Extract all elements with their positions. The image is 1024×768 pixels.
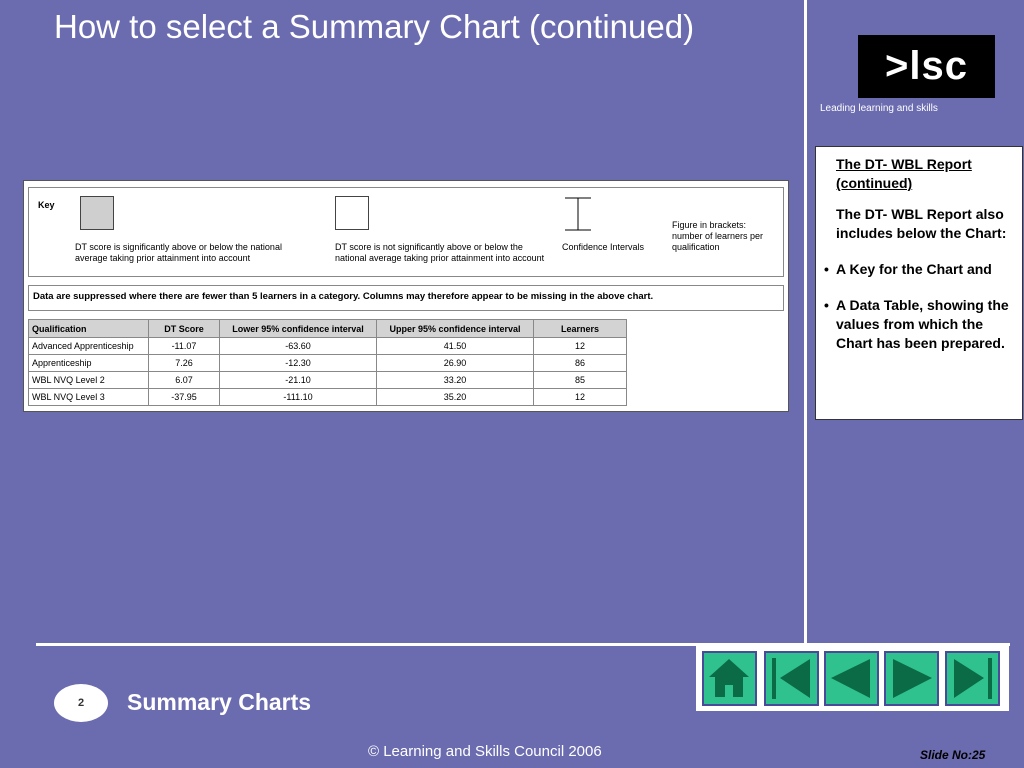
- next-slide-button[interactable]: [884, 651, 939, 706]
- copyright-text: © Learning and Skills Council 2006: [368, 743, 602, 760]
- sidebar-bullet: [824, 296, 1012, 353]
- not-significant-description: DT score is not significantly above or below the national average taking prior attainment into account: [335, 242, 545, 263]
- section-number-badge: 2: [54, 684, 108, 722]
- slide-title: How to select a Summary Chart (continued): [54, 8, 695, 45]
- sidebar-bullet: [824, 260, 1012, 279]
- significant-swatch: [80, 196, 114, 230]
- table-cell: 86: [534, 355, 627, 372]
- first-slide-icon: [766, 653, 817, 704]
- sidebar-panel: [815, 146, 1023, 420]
- sidebar-bullet-text: A Data Table, showing the values from which the Chart has been prepared.: [836, 297, 1009, 351]
- table-cell: Advanced Apprenticeship: [29, 338, 149, 355]
- data-table: [28, 319, 627, 406]
- vertical-divider: [804, 0, 807, 643]
- slide-navigation: [696, 645, 1009, 711]
- slide-number: Slide No:25: [920, 748, 986, 762]
- chart-key: [28, 187, 784, 277]
- sidebar-heading: The DT- WBL Report (continued): [836, 156, 972, 191]
- previous-slide-icon: [826, 653, 877, 704]
- table-cell: WBL NVQ Level 3: [29, 389, 149, 406]
- sidebar-bullet-text: A Key for the Chart and: [836, 261, 992, 277]
- lsc-logo: [858, 35, 995, 98]
- table-cell: 12: [534, 338, 627, 355]
- table-cell: -12.30: [220, 355, 377, 372]
- table-cell: 12: [534, 389, 627, 406]
- table-cell: -21.10: [220, 372, 377, 389]
- home-button[interactable]: [702, 651, 757, 706]
- next-slide-icon: [886, 653, 937, 704]
- table-row: [29, 338, 627, 355]
- section-title: Summary Charts: [127, 689, 312, 715]
- table-cell: 41.50: [377, 338, 534, 355]
- table-cell: Apprenticeship: [29, 355, 149, 372]
- table-cell: 85: [534, 372, 627, 389]
- table-cell: 6.07: [149, 372, 220, 389]
- column-header: Learners: [534, 320, 627, 338]
- confidence-interval-description: Confidence Intervals: [562, 242, 645, 252]
- column-header: DT Score: [149, 320, 220, 338]
- last-slide-button[interactable]: [945, 651, 1000, 706]
- bullet-dot: •: [824, 261, 829, 277]
- table-cell: 33.20: [377, 372, 534, 389]
- home-icon: [704, 653, 755, 704]
- brackets-description: Figure in brackets: number of learners per qualification: [672, 220, 764, 252]
- sidebar-intro: The DT- WBL Report also includes below the Chart:: [836, 206, 1007, 241]
- report-excerpt: [23, 180, 789, 412]
- previous-slide-button[interactable]: [824, 651, 879, 706]
- significant-description: DT score is significantly above or below the national average taking prior attainment into account: [75, 242, 282, 263]
- column-header: Lower 95% confidence interval: [220, 320, 377, 338]
- table-cell: 26.90: [377, 355, 534, 372]
- confidence-interval-icon: [563, 196, 593, 232]
- table-header-row: [29, 320, 627, 338]
- key-label: Key: [38, 200, 55, 210]
- table-cell: -37.95: [149, 389, 220, 406]
- logo-text: >lsc: [885, 44, 968, 88]
- logo-tagline: Leading learning and skills: [820, 103, 938, 114]
- bullet-dot: •: [824, 297, 829, 313]
- table-cell: 7.26: [149, 355, 220, 372]
- suppression-note: Data are suppressed where there are fewer than 5 learners in a category. Columns may therefore appear to be missing in the above chart.: [28, 285, 784, 311]
- table-cell: -11.07: [149, 338, 220, 355]
- table-cell: WBL NVQ Level 2: [29, 372, 149, 389]
- column-header: Upper 95% confidence interval: [377, 320, 534, 338]
- table-cell: 35.20: [377, 389, 534, 406]
- last-slide-icon: [947, 653, 998, 704]
- table-cell: -63.60: [220, 338, 377, 355]
- table-row: [29, 355, 627, 372]
- not-significant-swatch: [335, 196, 369, 230]
- table-cell: -111.10: [220, 389, 377, 406]
- table-row: [29, 372, 627, 389]
- column-header: Qualification: [29, 320, 149, 338]
- first-slide-button[interactable]: [764, 651, 819, 706]
- table-row: [29, 389, 627, 406]
